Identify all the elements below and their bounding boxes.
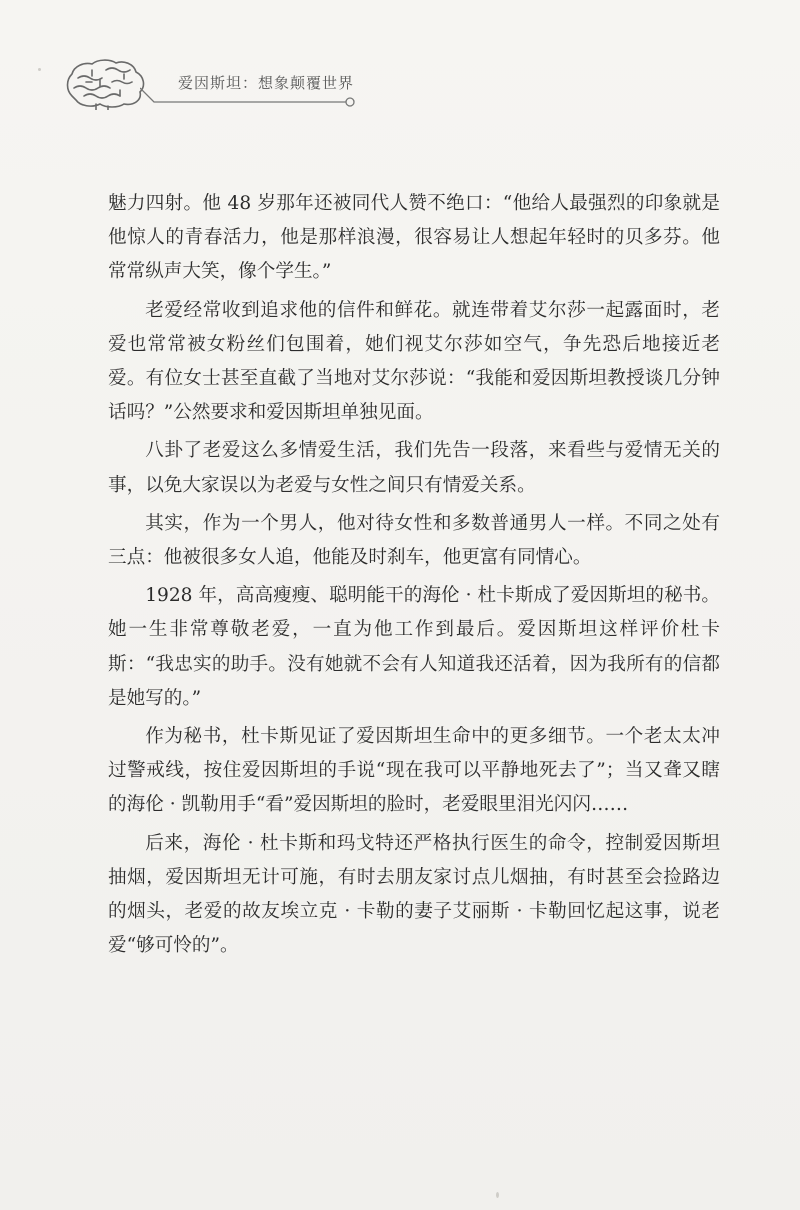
running-header [0, 0, 800, 130]
paragraph-5: 1928 年，高高瘦瘦、聪明能干的海伦 · 杜卡斯成了爱因斯坦的秘书。她一生非常尊敬老爱，一直为他工作到最后。爱因斯坦这样评价杜卡斯：“我忠实的助手。没有她就不会有人知道我还活着，因为我所有的信都是她写的。” [108, 585, 720, 709]
scan-speck [38, 68, 41, 71]
running-title: 爱因斯坦：想象颠覆世界 [178, 74, 355, 92]
paragraph-7: 后来，海伦 · 杜卡斯和玛戈特还严格执行医生的命令，控制爱因斯坦抽烟，爱因斯坦无计可施，有时去朋友家讨点儿烟抽，有时甚至会捡路边的烟头，老爱的故友埃立克 · 卡勒的妻子艾丽斯 · 卡勒回忆起这事，说老爱“够可怜的”。 [108, 832, 720, 957]
paragraph-1: 魅力四射。他 48 岁那年还被同代人赞不绝口：“他给人最强烈的印象就是他惊人的青春活力，他是那样浪漫，很容易让人想起年轻时的贝多芬。他常常纵声大笑，像个学生。” [108, 193, 720, 283]
paragraph-6: 作为秘书，杜卡斯见证了爱因斯坦生命中的更多细节。一个老太太冲过警戒线，按住爱因斯坦的手说“现在我可以平静地死去了”；当又聋又瞎的海伦 · 凯勒用手“看”爱因斯坦的脸时，老爱眼里泪光闪闪…… [108, 726, 720, 816]
body-text [108, 187, 720, 967]
paragraph-3: 八卦了老爱这么多情爱生活，我们先告一段落，来看些与爱情无关的事，以免大家误以为老爱与女性之间只有情爱关系。 [108, 440, 720, 496]
paragraph-4: 其实，作为一个男人，他对待女性和多数普通男人一样。不同之处有三点：他被很多女人追，他能及时刹车，他更富有同情心。 [108, 512, 720, 569]
scan-speck [496, 1192, 499, 1198]
header-circuit-line [140, 78, 370, 108]
paragraph-2: 老爱经常收到追求他的信件和鲜花。就连带着艾尔莎一起露面时，老爱也常常被女粉丝们包围着，她们视艾尔莎如空气，争先恐后地接近老爱。有位女士甚至直截了当地对艾尔莎说：“我能和爱因斯坦教授谈几分钟话吗？”公然要求和爱因斯坦单独见面。 [108, 299, 720, 424]
brain-icon [62, 56, 148, 110]
